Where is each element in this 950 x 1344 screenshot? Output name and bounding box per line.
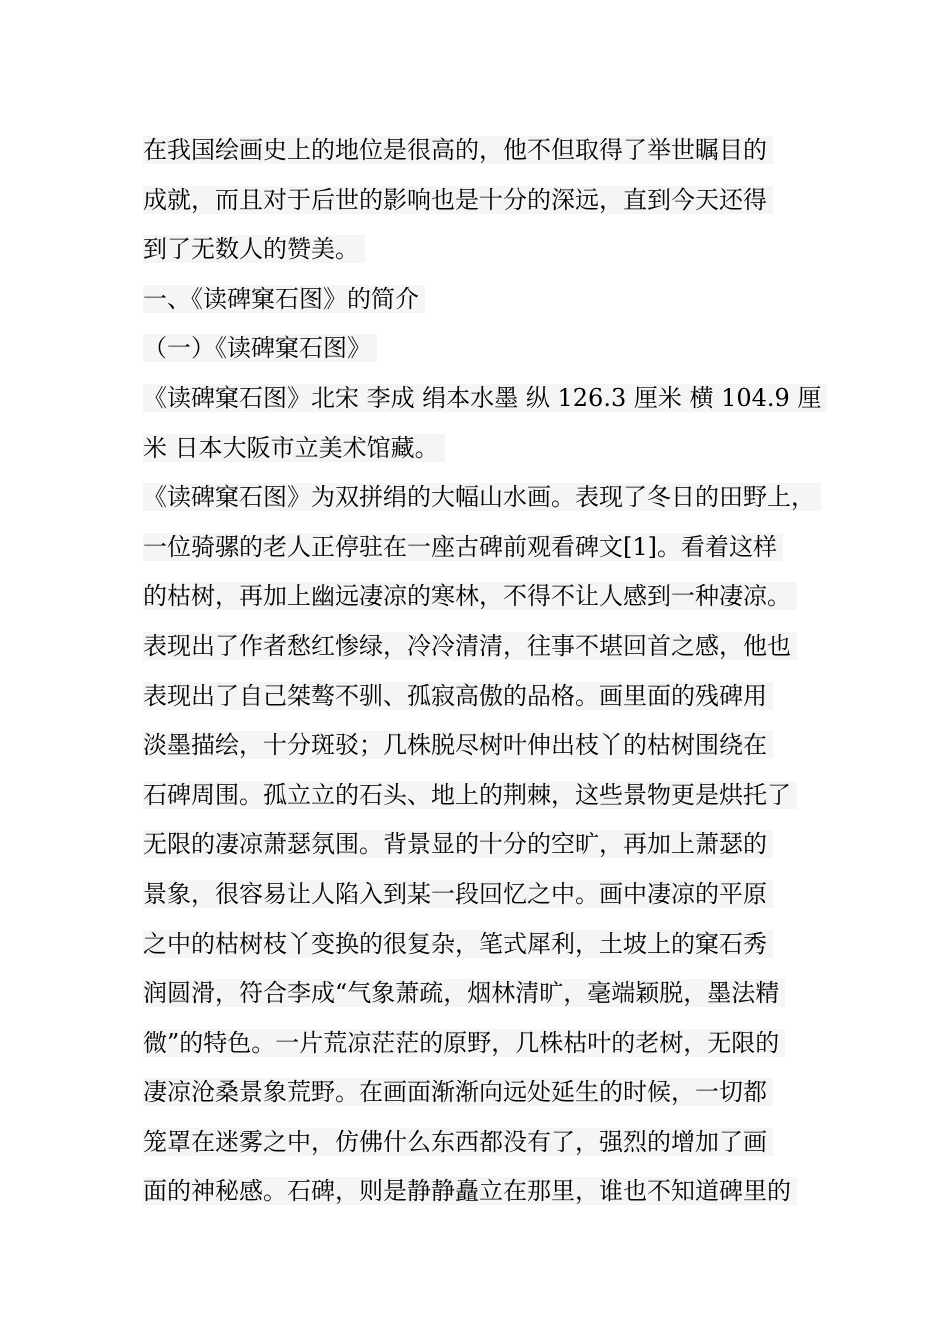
text-run: 笼罩在迷雾之中，仿佛什么东西都没有了，强烈的增加了画 <box>143 1128 773 1156</box>
text-run: 一位骑骡的老人正停驻在一座古碑前观看碑文[1]。看着这样 <box>143 533 783 561</box>
subheading-text: （一）《读碑窠石图》 <box>143 334 377 362</box>
paragraph-line <box>143 920 823 970</box>
text-run: 之中的枯树枝丫变换的很复杂，笔式犀利，土坡上的窠石秀 <box>143 930 773 958</box>
paragraph-line <box>143 126 823 176</box>
paragraph-line <box>143 969 823 1019</box>
text-run: 的枯树，再加上幽远凄凉的寒林，不得不让人感到一种凄凉。 <box>143 582 797 610</box>
text-run: 表现出了自己桀骜不驯、孤寂高傲的品格。画里面的残碑用 <box>143 682 773 710</box>
paragraph-line <box>143 523 823 573</box>
subsection-heading <box>143 324 823 374</box>
caption-line <box>143 374 823 424</box>
text-run: 面的神秘感。石碑，则是静静矗立在那里，谁也不知道碑里的 <box>143 1177 797 1205</box>
text-run: 微”的特色。一片荒凉茫茫的原野，几株枯叶的老树，无限的 <box>143 1029 785 1057</box>
paragraph-line <box>143 225 823 275</box>
document-body <box>143 126 823 1217</box>
text-run: 景象，很容易让人陷入到某一段回忆之中。画中凄凉的平原 <box>143 880 773 908</box>
paragraph-line <box>143 820 823 870</box>
text-run: 《读碑窠石图》北宋 李成 绢本水墨 纵 126.3 厘米 横 104.9 厘 <box>143 384 827 412</box>
paragraph-line <box>143 572 823 622</box>
paragraph-line <box>143 473 823 523</box>
paragraph-line <box>143 721 823 771</box>
text-run: 《读碑窠石图》为双拼绢的大幅山水画。表现了冬日的田野上， <box>143 483 821 511</box>
text-run: 到了无数人的赞美。 <box>143 235 365 263</box>
paragraph-line <box>143 1068 823 1118</box>
text-run: 润圆滑，符合李成“气象萧疏，烟林清旷，毫端颖脱，墨法精 <box>143 979 785 1007</box>
text-run: 米 日本大阪市立美术馆藏。 <box>143 434 445 462</box>
section-heading <box>143 275 823 325</box>
text-run: 无限的凄凉萧瑟氛围。背景显的十分的空旷，再加上萧瑟的 <box>143 830 773 858</box>
paragraph-line <box>143 176 823 226</box>
paragraph-line <box>143 771 823 821</box>
paragraph-line <box>143 1167 823 1217</box>
text-run: 石碑周围。孤立立的石头、地上的荆棘，这些景物更是烘托了 <box>143 781 797 809</box>
text-run: 表现出了作者愁红惨绿，冷冷清清，往事不堪回首之感，他也 <box>143 632 797 660</box>
paragraph-line <box>143 870 823 920</box>
text-run: 在我国绘画史上的地位是很高的，他不但取得了举世瞩目的 <box>143 136 773 164</box>
heading-text: 一、《读碑窠石图》的简介 <box>143 285 425 313</box>
text-run: 淡墨描绘，十分斑驳；几株脱尽树叶伸出枝丫的枯树围绕在 <box>143 731 773 759</box>
paragraph-line <box>143 1118 823 1168</box>
paragraph-line <box>143 1019 823 1069</box>
paragraph-line <box>143 672 823 722</box>
text-run: 凄凉沧桑景象荒野。在画面渐渐向远处延生的时候，一切都 <box>143 1078 773 1106</box>
paragraph-line <box>143 622 823 672</box>
caption-line <box>143 424 823 474</box>
text-run: 成就，而且对于后世的影响也是十分的深远，直到今天还得 <box>143 186 773 214</box>
